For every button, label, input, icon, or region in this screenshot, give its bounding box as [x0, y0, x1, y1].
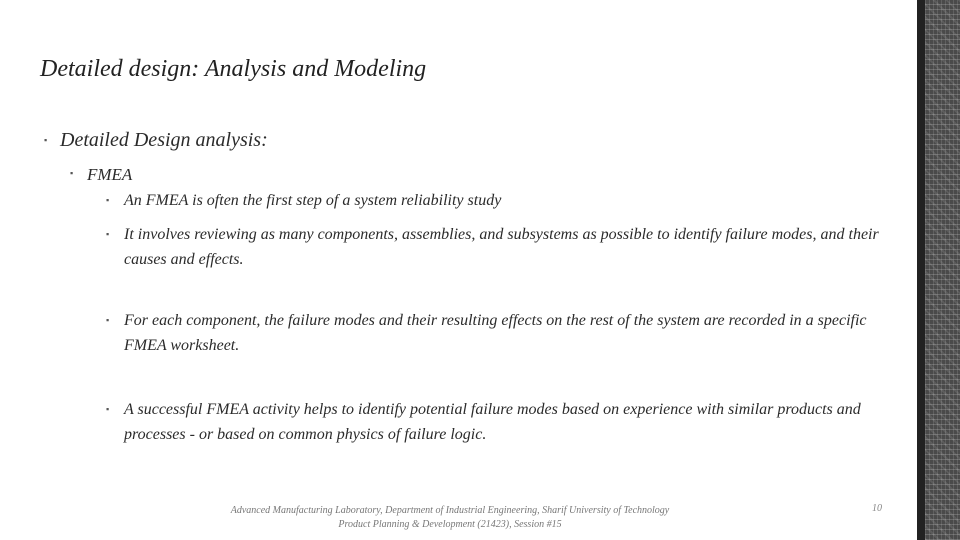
bullet-level3: A successful FMEA activity helps to identify potential failure modes based on experience with similar products and processes - or based on common physics of failure logic. [124, 401, 861, 443]
decorative-texture-strip [917, 0, 960, 540]
bullet-level2: FMEA [87, 165, 133, 184]
footer-line: Product Planning & Development (21423), Session #15 [338, 519, 562, 530]
bullet-level3: An FMEA is often the first step of a system reliability study [124, 192, 502, 209]
bullet-square-icon: ▪ [44, 135, 48, 145]
bullet-square-icon: ▪ [106, 229, 110, 239]
footer [170, 504, 730, 532]
bullet-square-icon: ▪ [106, 404, 110, 414]
slide-title: Detailed design: Analysis and Modeling [40, 56, 427, 82]
bullet-square-icon: ▪ [106, 315, 110, 325]
bullet-level3: It involves reviewing as many components, assemblies, and subsystems as possible to identify failure modes, and their causes and effects. [124, 226, 879, 268]
bullet-level1: Detailed Design analysis: [60, 129, 268, 151]
bullet-square-icon: ▪ [106, 195, 110, 205]
bullet-square-icon: ▪ [70, 168, 74, 178]
footer-line: Advanced Manufacturing Laboratory, Department of Industrial Engineering, Sharif University of Technology [230, 505, 670, 516]
bullet-level3: For each component, the failure modes and their resulting effects on the rest of the system are recorded in a specific FMEA worksheet. [124, 312, 867, 354]
page-number: 10 [872, 503, 882, 514]
